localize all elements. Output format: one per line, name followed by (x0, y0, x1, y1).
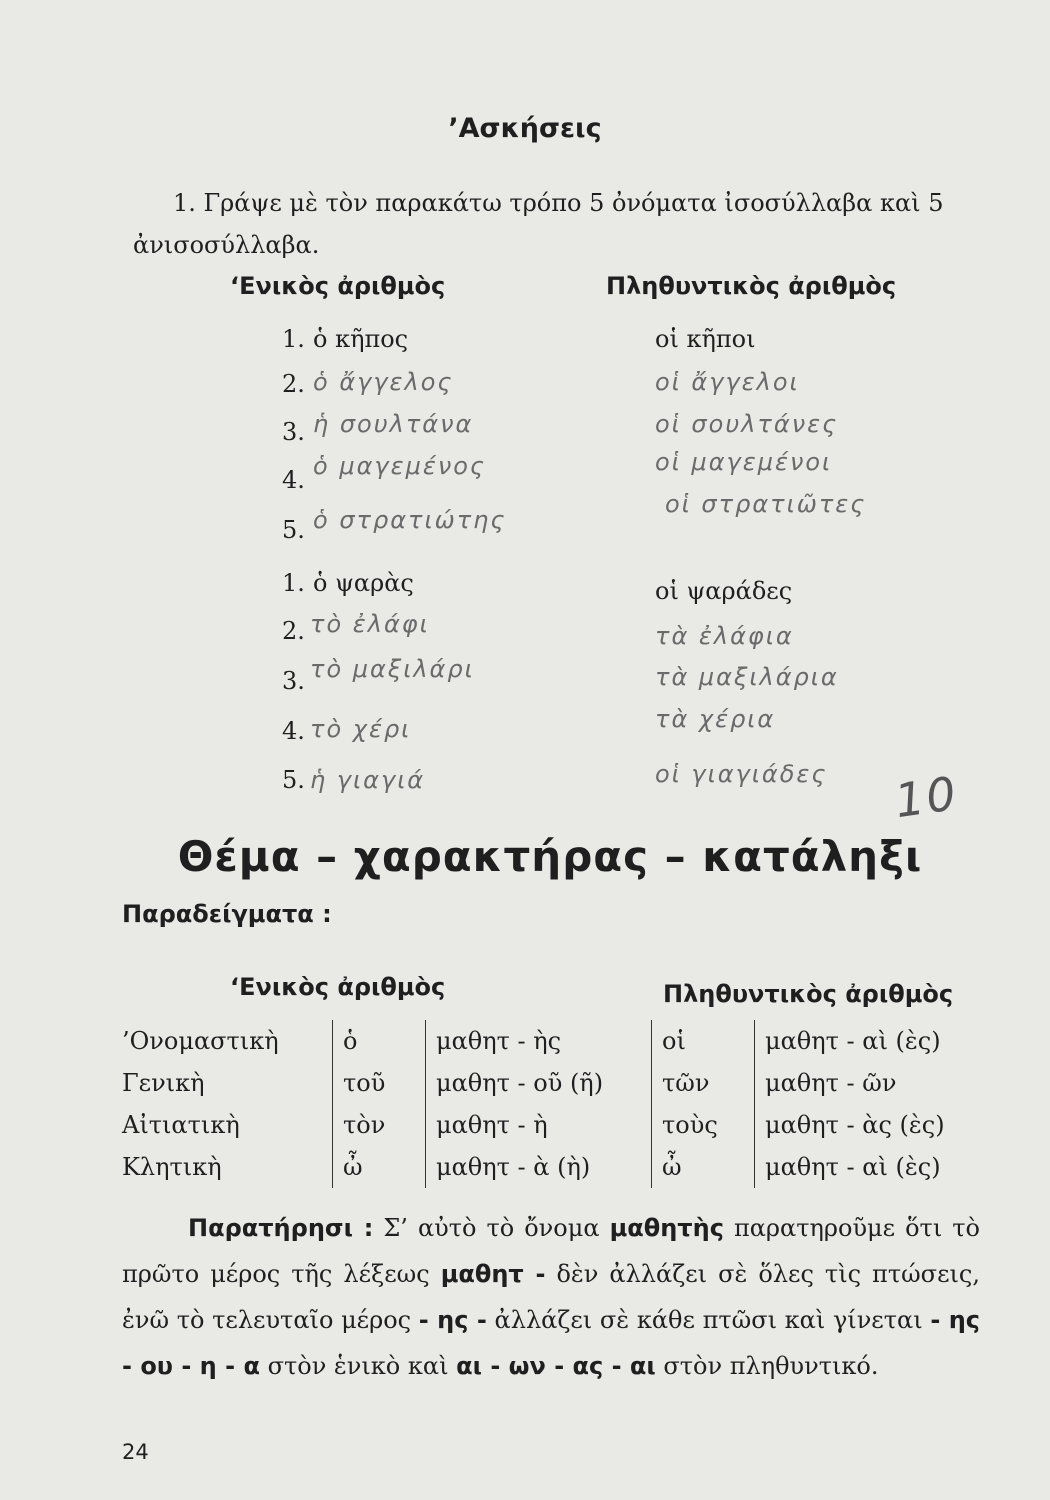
declension-table (122, 1020, 965, 1188)
observation-label: Παρατήρησι : (188, 1214, 374, 1242)
exercises-title: ’Ασκήσεις (448, 113, 602, 144)
g1-plur-4: οἱ μαγεμένοι (655, 448, 833, 476)
g1-num-3: 3. (282, 418, 305, 446)
g2-plur-2: τὰ ἐλάφια (655, 622, 794, 650)
decl-plural-header: Πληθυντικὸς ἀριθμὸς (663, 980, 954, 1008)
table-row (122, 1104, 965, 1146)
note-bold-1: μαθητὴς (609, 1214, 724, 1242)
form-singular: μαθητ - ὴς (426, 1020, 652, 1062)
article-plural: τῶν (652, 1062, 755, 1104)
form-plural: μαθητ - αὶ (ὲς) (755, 1146, 966, 1188)
form-plural: μαθητ - ὰς (ὲς) (755, 1104, 966, 1146)
note-text-6: στὸν πληθυντικό. (663, 1352, 879, 1380)
g1-num-1: 1. (282, 325, 305, 353)
g2-plur-1: οἱ ψαράδες (655, 577, 793, 605)
note-bold-4: - ης - ου - η - α (122, 1306, 981, 1380)
article-plural: ὦ (652, 1146, 755, 1188)
singular-header: ‘Ενικὸς ἀριθμὸς (230, 272, 446, 300)
exercise-instruction: 1. Γράψε μὲ τὸν παρακάτω τρόπο 5 ὀνόματα ἰσοσύλλαβα καὶ 5 ἀνισοσύλλαβα. (133, 189, 944, 259)
g1-num-2: 2. (282, 370, 305, 398)
g1-sing-1: ὁ κῆπος (313, 325, 409, 353)
note-text-5: στὸν ἑνικὸ καὶ (267, 1352, 449, 1380)
g1-num-4: 4. (282, 466, 305, 494)
plural-header: Πληθυντικὸς ἀριθμὸς (606, 272, 897, 300)
note-bold-2: μαθητ - (440, 1260, 546, 1288)
g2-plur-4: τὰ χέρια (655, 705, 776, 733)
form-singular: μαθητ - ὴ (426, 1104, 652, 1146)
g2-num-2: 2. (282, 617, 305, 645)
form-singular: μαθητ - ὰ (ὴ) (426, 1146, 652, 1188)
note-text-2: παρατηροῦμε ὅτι τὸ πρῶτο μέρος τῆς λέξεως (122, 1214, 980, 1288)
article-plural: οἱ (652, 1020, 755, 1062)
case-name: Γενικὴ (122, 1069, 205, 1097)
g2-num-3: 3. (282, 667, 305, 695)
note-text-4: ἀλλάζει σὲ κάθε πτῶσι καὶ γίνεται (494, 1306, 923, 1334)
g1-sing-2: ὁ ἄγγελος (313, 368, 454, 396)
examples-label: Παραδείγματα : (122, 900, 332, 928)
g1-sing-3: ἡ σουλτάνα (313, 410, 474, 438)
g1-plur-3: οἱ σουλτάνες (655, 410, 839, 438)
g2-sing-3: τὸ μαξιλάρι (310, 655, 475, 683)
note-text-1: Σ’ αὐτὸ τὸ ὄνομα (383, 1214, 600, 1242)
g1-sing-5: ὁ στρατιώτης (313, 506, 507, 534)
case-name: Αἰτιατικὴ (122, 1111, 240, 1139)
article-singular: ὁ (333, 1020, 426, 1062)
form-singular: μαθητ - οῦ (ῆ) (426, 1062, 652, 1104)
article-singular: τὸν (333, 1104, 426, 1146)
g1-num-5: 5. (282, 516, 305, 544)
article-singular: ὦ (333, 1146, 426, 1188)
g1-sing-4: ὁ μαγεμένος (313, 452, 486, 480)
g2-num-1: 1. (282, 569, 305, 597)
g2-num-5: 5. (282, 766, 305, 794)
form-plural: μαθητ - ῶν (755, 1062, 966, 1104)
note-bold-5: αι - ων - ας - αι (456, 1352, 656, 1380)
g1-plur-5: οἱ στρατιῶτες (665, 490, 867, 518)
g2-sing-1: ὁ ψαρὰς (313, 569, 414, 597)
page-number: 24 (122, 1440, 149, 1464)
g2-plur-3: τὰ μαξιλάρια (655, 663, 839, 691)
g2-num-4: 4. (282, 717, 305, 745)
note-bold-3: - ης - (418, 1306, 487, 1334)
g2-sing-4: τὸ χέρι (310, 715, 412, 743)
article-singular: τοῦ (333, 1062, 426, 1104)
article-plural: τοὺς (652, 1104, 755, 1146)
decl-singular-header: ‘Ενικὸς ἀριθμὸς (230, 973, 446, 1001)
observation-paragraph (122, 1205, 980, 1389)
g1-plur-1: οἱ κῆποι (655, 325, 756, 353)
g1-plur-2: οἱ ἄγγελοι (655, 368, 800, 396)
table-row (122, 1146, 965, 1188)
g2-sing-2: τὸ ἐλάφι (310, 610, 430, 638)
table-row (122, 1062, 965, 1104)
table-row (122, 1020, 965, 1062)
g2-sing-5: ἡ γιαγιά (310, 766, 426, 794)
g2-plur-5: οἱ γιαγιάδες (655, 760, 828, 788)
note-text-3: δὲν ἀλλάζει σὲ ὅλες τὶς πτώσεις, ἐνῶ τὸ τελευταῖο μέρος (122, 1260, 980, 1334)
case-name: Κλητικὴ (122, 1153, 222, 1181)
form-plural: μαθητ - αὶ (ὲς) (755, 1020, 966, 1062)
teacher-grade: 10 (891, 765, 962, 829)
case-name: ’Ονομαστικὴ (122, 1027, 279, 1055)
section-title: Θέμα – χαρακτήρας – κατάληξι (177, 832, 923, 881)
